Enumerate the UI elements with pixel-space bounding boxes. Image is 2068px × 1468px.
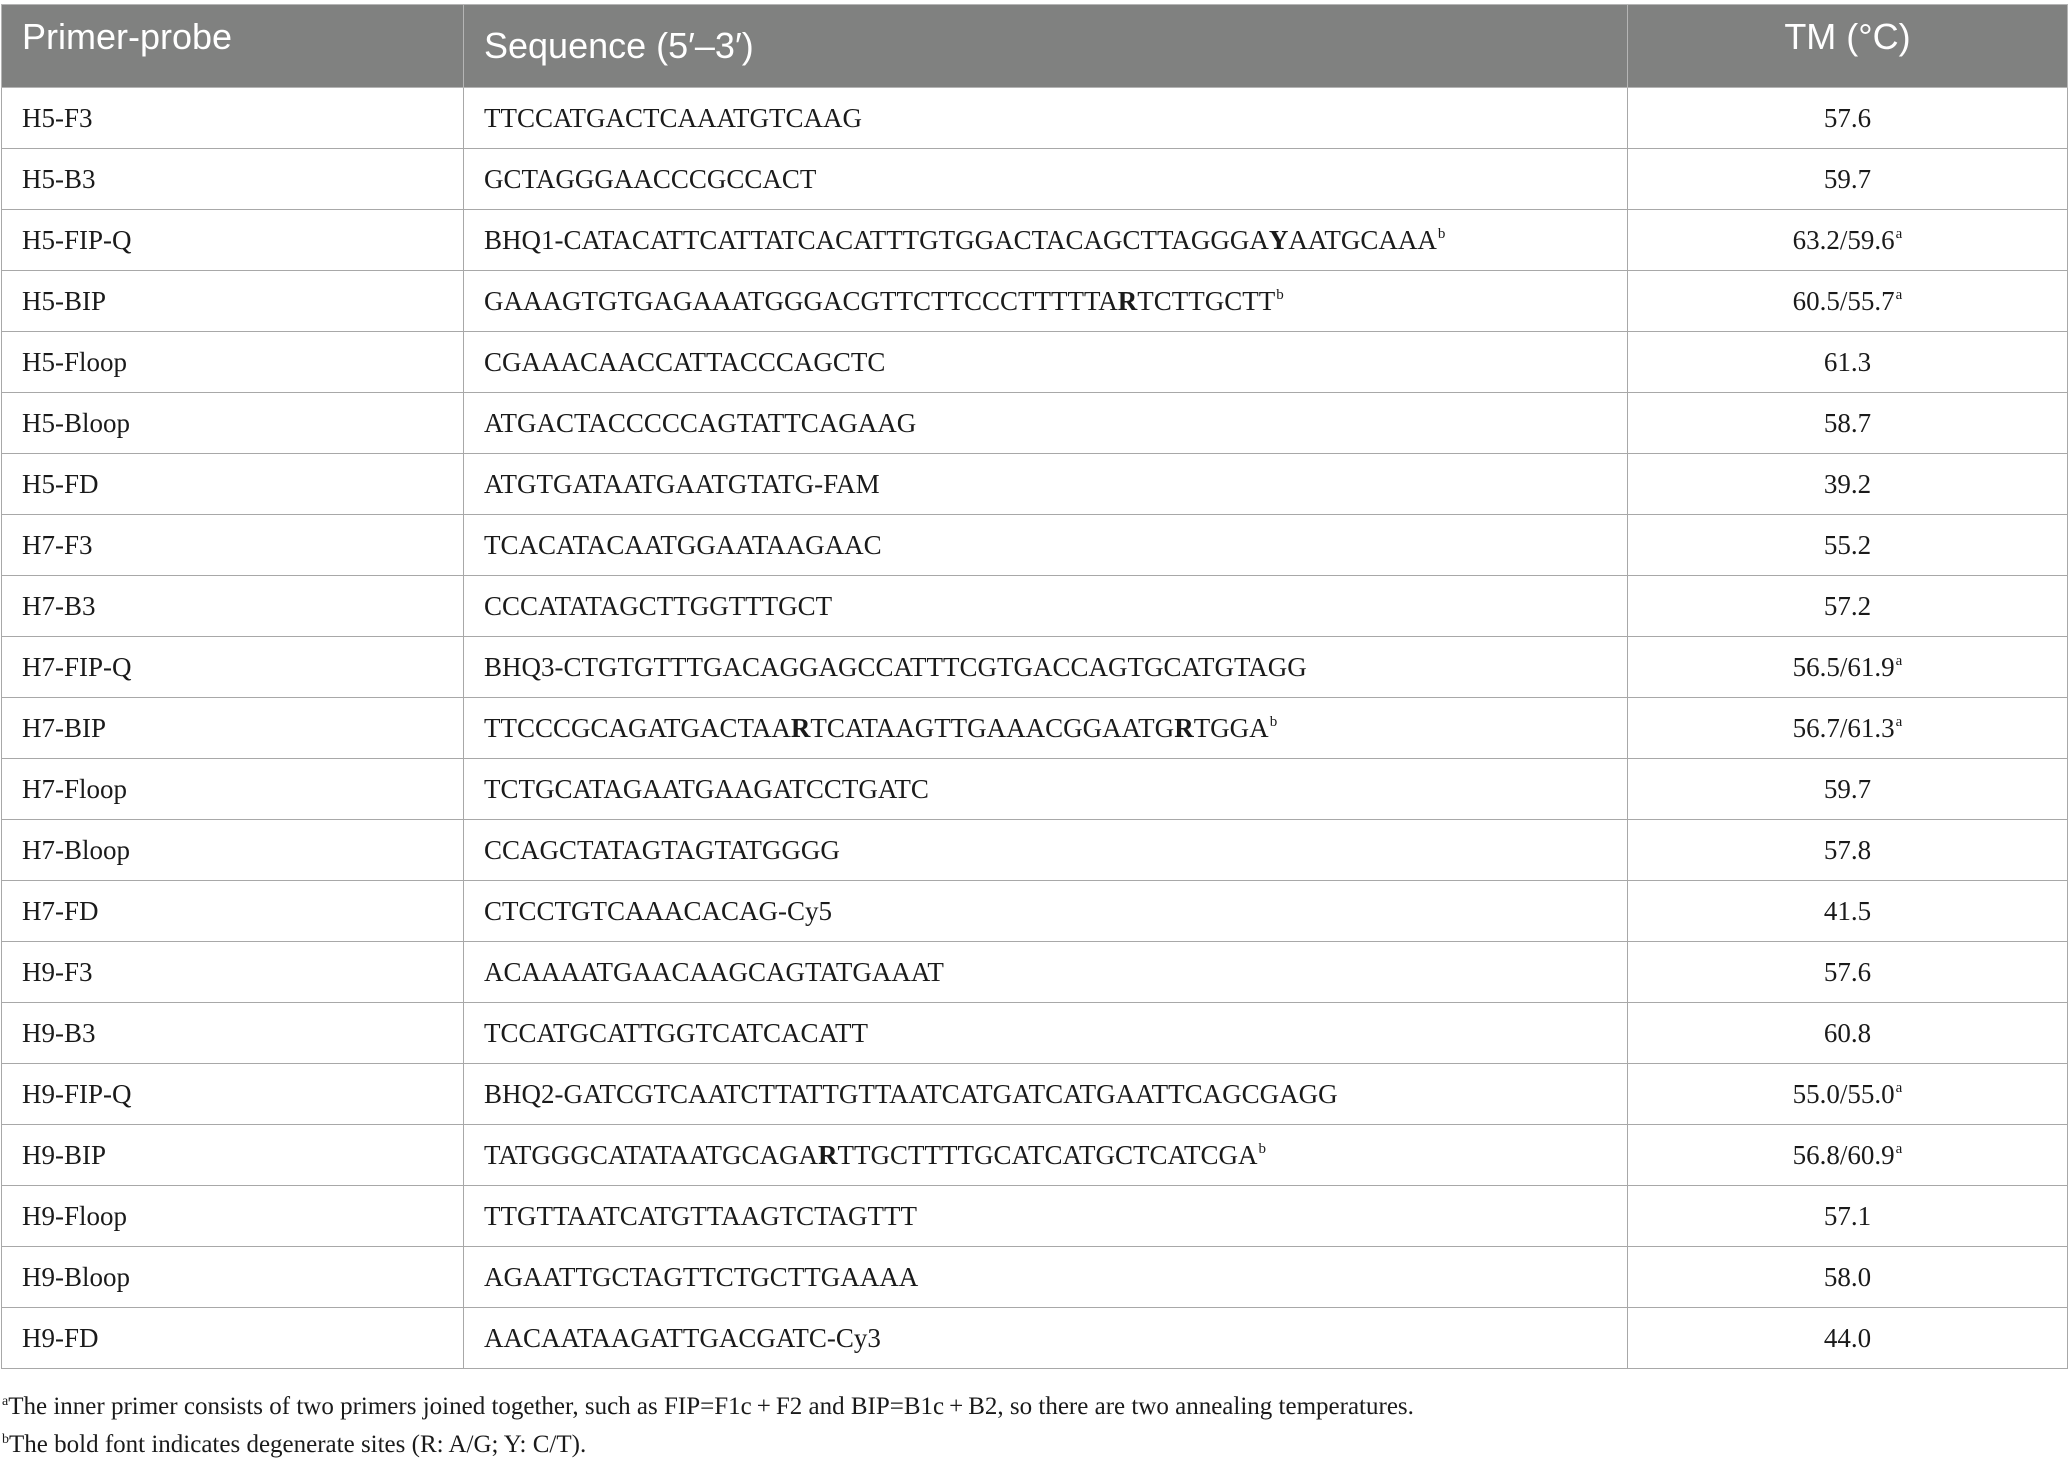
table-row [2,1186,2068,1247]
sequence-segment: CCCATATAGCTTGGTTTGCT [484,590,833,621]
sequence-segment: AGAATTGCTAGTTCTGCTTGAAAA [484,1261,919,1292]
tm-value: 55.0/55.0 [1792,1078,1895,1109]
table-row [2,332,2068,393]
primer-name-cell: H5-F3 [2,88,464,149]
sequence-cell [464,820,1628,881]
tm-value: 58.7 [1823,407,1872,438]
primer-name-cell: H7-BIP [2,698,464,759]
tm-value: 56.5/61.9 [1792,651,1895,682]
sequence-segment: TCATAAGTTGAAACGGAATG [810,712,1175,743]
tm-value: 59.7 [1823,163,1872,194]
table-row [2,88,2068,149]
sequence-segment: TCCATGCATTGGTCATCACATT [484,1017,869,1048]
sequence-segment: TTGCTTTTGCATCATGCTCATCGA [837,1139,1258,1170]
sequence-segment: TTCCCGCAGATGACTAA [484,712,791,743]
table-row [2,393,2068,454]
tm-cell [1628,88,2068,149]
tm-value: 44.0 [1823,1322,1872,1353]
table-row [2,576,2068,637]
primer-name-cell: H7-B3 [2,576,464,637]
table-row [2,1064,2068,1125]
sequence-cell [464,149,1628,210]
sequence-cell [464,942,1628,1003]
footnote-mark: a [1895,286,1903,303]
sequence-cell [464,454,1628,515]
header-primer-probe-label: Primer-probe [22,16,233,57]
sequence-cell [464,637,1628,698]
sequence-segment: TTCCATGACTCAAATGTCAAG [484,102,862,133]
table-row [2,210,2068,271]
footnote-a [2,1388,2060,1426]
sequence-cell [464,759,1628,820]
sequence-segment: CGAAACAACCATTACCCAGCTC [484,346,886,377]
sequence-cell [464,393,1628,454]
tm-cell [1628,1064,2068,1125]
tm-cell [1628,698,2068,759]
tm-cell [1628,332,2068,393]
tm-cell [1628,1125,2068,1186]
sequence-segment: ATGACTACCCCCAGTATTCAGAAG [484,407,917,438]
sequence-segment: TATGGGCATATAATGCAGA [484,1139,819,1170]
sequence-segment: BHQ1-CATACATTCATTATCACATTTGTGGACTACAGCTTAGGGA [484,224,1269,255]
footnote-mark: b [1437,225,1446,242]
primer-name-cell: H9-Floop [2,1186,464,1247]
tm-cell [1628,637,2068,698]
sequence-cell [464,576,1628,637]
table-row [2,759,2068,820]
sequence-cell [464,1247,1628,1308]
table-row [2,149,2068,210]
primer-name-cell: H5-BIP [2,271,464,332]
footnote-mark: b [1258,1140,1267,1157]
primer-name-cell: H7-FIP-Q [2,637,464,698]
header-tm [1628,5,2068,88]
sequence-cell [464,1125,1628,1186]
primer-name-cell: H9-FD [2,1308,464,1369]
sequence-cell [464,271,1628,332]
table-row [2,1247,2068,1308]
primer-name-cell: H9-BIP [2,1125,464,1186]
primer-name-cell: H9-F3 [2,942,464,1003]
sequence-segment: TGGA [1193,712,1269,743]
footnote-b-mark: b [2,1432,9,1447]
primer-name-cell: H5-FIP-Q [2,210,464,271]
footnote-mark: a [1895,713,1903,730]
tm-cell [1628,1308,2068,1369]
sequence-segment: TCTTGCTT [1137,285,1276,316]
table-row [2,1003,2068,1064]
sequence-segment: TCTGCATAGAATGAAGATCCTGATC [484,773,929,804]
primer-name-cell: H7-F3 [2,515,464,576]
primer-name-cell: H5-Bloop [2,393,464,454]
degenerate-site: Y [1268,224,1289,255]
table-body [2,88,2068,1369]
table-row [2,454,2068,515]
table-header [2,5,2068,88]
footnote-b-text: The bold font indicates degenerate sites (R: A/G; Y: C/T). [9,1431,587,1458]
tm-value: 57.1 [1823,1200,1872,1231]
sequence-segment: CCAGCTATAGTAGTATGGGG [484,834,840,865]
tm-value: 58.0 [1823,1261,1872,1292]
sequence-segment: GCTAGGGAACCCGCCACT [484,163,817,194]
degenerate-site: R [1174,712,1194,743]
primer-name-cell: H9-FIP-Q [2,1064,464,1125]
degenerate-site: R [1117,285,1138,316]
tm-value: 41.5 [1823,895,1872,926]
tm-value: 59.7 [1823,773,1872,804]
tm-value: 55.2 [1823,529,1872,560]
sequence-segment: AACAATAAGATTGACGATC-Cy3 [484,1322,881,1353]
primer-probe-table [1,4,2068,1369]
sequence-cell [464,1003,1628,1064]
tm-cell [1628,1247,2068,1308]
sequence-segment: ACAAAATGAACAAGCAGTATGAAAT [484,956,944,987]
table-row [2,1308,2068,1369]
sequence-cell [464,332,1628,393]
sequence-segment: AATGCAAA [1288,224,1437,255]
sequence-cell [464,515,1628,576]
tm-value: 56.8/60.9 [1792,1139,1895,1170]
tm-value: 57.6 [1823,956,1872,987]
header-sequence-label: Sequence (5′–3′) [484,25,754,66]
sequence-segment: BHQ3-CTGTGTTTGACAGGAGCCATTTCGTGACCAGTGCATGTAGG [484,651,1307,682]
tm-cell [1628,149,2068,210]
header-sequence [464,5,1628,88]
footnote-b [2,1426,2060,1464]
sequence-cell [464,1308,1628,1369]
table-row [2,942,2068,1003]
tm-cell [1628,759,2068,820]
header-primer-probe [2,5,464,88]
footnote-mark: a [1895,1140,1903,1157]
table-row [2,881,2068,942]
tm-value: 57.6 [1823,102,1872,133]
tm-cell [1628,820,2068,881]
table-row [2,637,2068,698]
tm-cell [1628,942,2068,1003]
sequence-segment: ATGTGATAATGAATGTATG-FAM [484,468,880,499]
tm-value: 57.8 [1823,834,1872,865]
tm-cell [1628,515,2068,576]
tm-cell [1628,881,2068,942]
primer-name-cell: H7-Bloop [2,820,464,881]
header-tm-label: TM (°C) [1784,16,1911,57]
primer-name-cell: H9-Bloop [2,1247,464,1308]
primer-name-cell: H5-B3 [2,149,464,210]
sequence-cell [464,88,1628,149]
tm-cell [1628,576,2068,637]
sequence-segment: CTCCTGTCAAACACAG-Cy5 [484,895,833,926]
sequence-segment: TTGTTAATCATGTTAAGTCTAGTTT [484,1200,917,1231]
sequence-segment: BHQ2-GATCGTCAATCTTATTGTTAATCATGATCATGAATTCAGCGAGG [484,1078,1338,1109]
table-row [2,1125,2068,1186]
tm-cell [1628,1003,2068,1064]
footnote-mark: a [1895,652,1903,669]
sequence-segment: GAAAGTGTGAGAAATGGGACGTTCTTCCCTTTTTA [484,285,1118,316]
tm-value: 57.2 [1823,590,1872,621]
primer-name-cell: H7-FD [2,881,464,942]
tm-value: 56.7/61.3 [1792,712,1895,743]
sequence-cell [464,210,1628,271]
tm-value: 61.3 [1823,346,1872,377]
primer-name-cell: H7-Floop [2,759,464,820]
footnote-mark: b [1269,713,1278,730]
footnote-mark: a [1895,225,1903,242]
sequence-segment: TCACATACAATGGAATAAGAAC [484,529,882,560]
tm-value: 39.2 [1823,468,1872,499]
footnote-mark: a [1895,1079,1903,1096]
tm-cell [1628,210,2068,271]
table-row [2,271,2068,332]
table-row [2,515,2068,576]
tm-cell [1628,454,2068,515]
footnotes [0,1388,2060,1464]
footnote-a-mark: a [2,1394,9,1409]
footnote-mark: b [1276,286,1284,303]
degenerate-site: R [790,712,811,743]
table-row [2,698,2068,759]
footnote-a-text: The inner primer consists of two primers joined together, such as FIP=F1c + F2 and BIP=B1c + B2, so there are two annealing temperatures. [8,1393,1414,1420]
header-row [2,5,2068,88]
sequence-cell [464,1186,1628,1247]
degenerate-site: R [818,1139,838,1170]
primer-name-cell: H9-B3 [2,1003,464,1064]
tm-cell [1628,393,2068,454]
tm-cell [1628,271,2068,332]
tm-value: 63.2/59.6 [1792,224,1895,255]
sequence-cell [464,698,1628,759]
tm-value: 60.8 [1823,1017,1872,1048]
sequence-cell [464,1064,1628,1125]
tm-value: 60.5/55.7 [1792,285,1895,316]
primer-table-container [0,4,2068,1369]
primer-name-cell: H5-FD [2,454,464,515]
primer-name-cell: H5-Floop [2,332,464,393]
tm-cell [1628,1186,2068,1247]
sequence-cell [464,881,1628,942]
table-row [2,820,2068,881]
